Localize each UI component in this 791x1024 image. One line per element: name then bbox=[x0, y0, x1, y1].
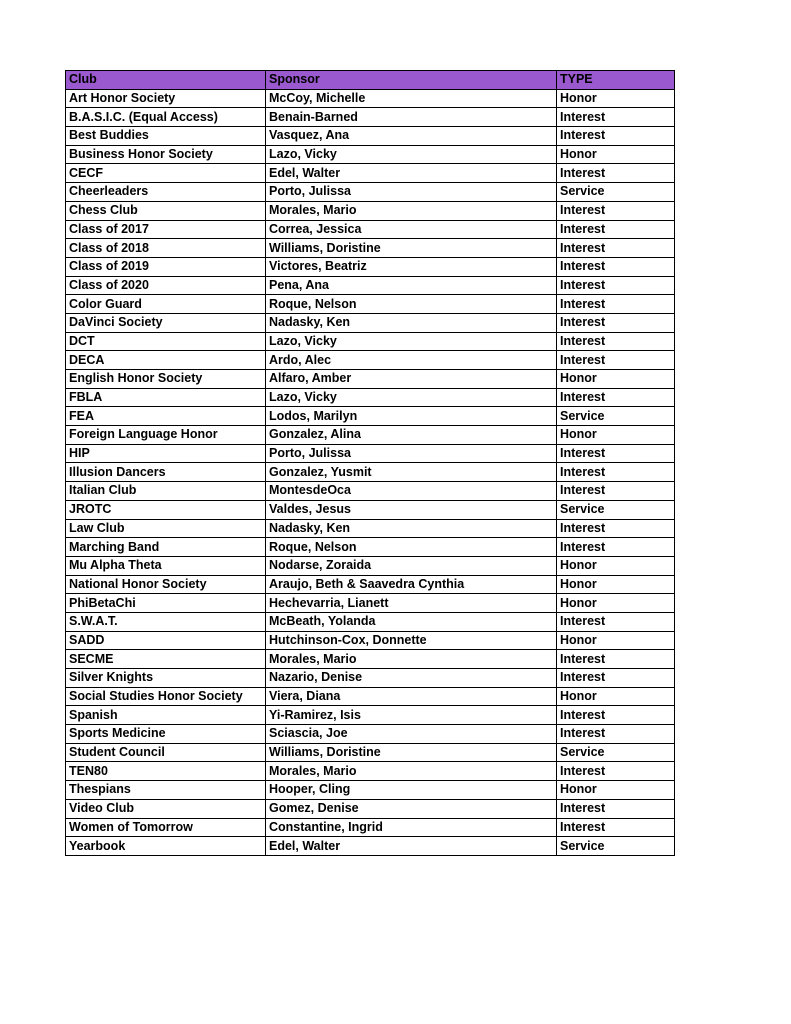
club-cell: Class of 2020 bbox=[66, 276, 266, 295]
sponsor-cell: Edel, Walter bbox=[266, 164, 557, 183]
type-cell: Interest bbox=[557, 332, 675, 351]
club-cell: Social Studies Honor Society bbox=[66, 687, 266, 706]
sponsor-cell: Morales, Mario bbox=[266, 201, 557, 220]
type-cell: Interest bbox=[557, 669, 675, 688]
type-cell: Honor bbox=[557, 594, 675, 613]
type-cell: Service bbox=[557, 183, 675, 202]
club-cell: S.W.A.T. bbox=[66, 612, 266, 631]
sponsor-cell: Williams, Doristine bbox=[266, 743, 557, 762]
sponsor-cell: Gonzalez, Alina bbox=[266, 426, 557, 445]
table-row bbox=[66, 108, 675, 127]
club-cell: Marching Band bbox=[66, 538, 266, 557]
type-cell: Honor bbox=[557, 370, 675, 389]
table-body bbox=[66, 89, 675, 855]
clubs-table bbox=[65, 70, 675, 856]
table-row bbox=[66, 313, 675, 332]
club-cell: B.A.S.I.C. (Equal Access) bbox=[66, 108, 266, 127]
table-row bbox=[66, 818, 675, 837]
type-cell: Service bbox=[557, 743, 675, 762]
table-row bbox=[66, 463, 675, 482]
header-row bbox=[66, 71, 675, 90]
club-cell: Illusion Dancers bbox=[66, 463, 266, 482]
club-cell: Thespians bbox=[66, 781, 266, 800]
sponsor-cell: Lodos, Marilyn bbox=[266, 407, 557, 426]
type-cell: Interest bbox=[557, 388, 675, 407]
table-row bbox=[66, 220, 675, 239]
type-cell: Interest bbox=[557, 706, 675, 725]
type-cell: Interest bbox=[557, 295, 675, 314]
club-cell: DaVinci Society bbox=[66, 313, 266, 332]
club-cell: Color Guard bbox=[66, 295, 266, 314]
table-row bbox=[66, 594, 675, 613]
sponsor-cell: Victores, Beatriz bbox=[266, 257, 557, 276]
club-cell: Art Honor Society bbox=[66, 89, 266, 108]
club-cell: Spanish bbox=[66, 706, 266, 725]
sponsor-cell: Benain-Barned bbox=[266, 108, 557, 127]
table-row bbox=[66, 201, 675, 220]
club-cell: Chess Club bbox=[66, 201, 266, 220]
sponsor-cell: Hechevarria, Lianett bbox=[266, 594, 557, 613]
type-cell: Honor bbox=[557, 426, 675, 445]
sponsor-cell: Hutchinson-Cox, Donnette bbox=[266, 631, 557, 650]
type-cell: Honor bbox=[557, 145, 675, 164]
table-row bbox=[66, 725, 675, 744]
table-row bbox=[66, 407, 675, 426]
sponsor-cell: Nadasky, Ken bbox=[266, 313, 557, 332]
sponsor-cell: Gonzalez, Yusmit bbox=[266, 463, 557, 482]
column-header-type: TYPE bbox=[557, 71, 675, 90]
type-cell: Interest bbox=[557, 220, 675, 239]
club-cell: Class of 2019 bbox=[66, 257, 266, 276]
sponsor-cell: Vasquez, Ana bbox=[266, 127, 557, 146]
type-cell: Honor bbox=[557, 575, 675, 594]
club-cell: PhiBetaChi bbox=[66, 594, 266, 613]
table-row bbox=[66, 239, 675, 258]
type-cell: Interest bbox=[557, 313, 675, 332]
club-cell: Business Honor Society bbox=[66, 145, 266, 164]
type-cell: Interest bbox=[557, 762, 675, 781]
table-row bbox=[66, 183, 675, 202]
clubs-sheet bbox=[65, 70, 674, 856]
sponsor-cell: Morales, Mario bbox=[266, 650, 557, 669]
type-cell: Interest bbox=[557, 799, 675, 818]
type-cell: Honor bbox=[557, 631, 675, 650]
sponsor-cell: Porto, Julissa bbox=[266, 444, 557, 463]
club-cell: Student Council bbox=[66, 743, 266, 762]
table-row bbox=[66, 370, 675, 389]
table-row bbox=[66, 295, 675, 314]
table-row bbox=[66, 351, 675, 370]
club-cell: National Honor Society bbox=[66, 575, 266, 594]
table-row bbox=[66, 388, 675, 407]
table-row bbox=[66, 426, 675, 445]
club-cell: Mu Alpha Theta bbox=[66, 556, 266, 575]
type-cell: Interest bbox=[557, 482, 675, 501]
table-row bbox=[66, 332, 675, 351]
sponsor-cell: Lazo, Vicky bbox=[266, 388, 557, 407]
sponsor-cell: Nazario, Denise bbox=[266, 669, 557, 688]
club-cell: Class of 2017 bbox=[66, 220, 266, 239]
type-cell: Interest bbox=[557, 538, 675, 557]
club-cell: Law Club bbox=[66, 519, 266, 538]
type-cell: Interest bbox=[557, 444, 675, 463]
type-cell: Interest bbox=[557, 164, 675, 183]
club-cell: English Honor Society bbox=[66, 370, 266, 389]
sponsor-cell: Nadasky, Ken bbox=[266, 519, 557, 538]
type-cell: Interest bbox=[557, 276, 675, 295]
club-cell: Foreign Language Honor bbox=[66, 426, 266, 445]
type-cell: Interest bbox=[557, 108, 675, 127]
club-cell: SECME bbox=[66, 650, 266, 669]
table-row bbox=[66, 669, 675, 688]
type-cell: Honor bbox=[557, 687, 675, 706]
table-row bbox=[66, 519, 675, 538]
type-cell: Interest bbox=[557, 650, 675, 669]
type-cell: Honor bbox=[557, 781, 675, 800]
sponsor-cell: Porto, Julissa bbox=[266, 183, 557, 202]
table-row bbox=[66, 650, 675, 669]
sponsor-cell: Williams, Doristine bbox=[266, 239, 557, 258]
table-row bbox=[66, 575, 675, 594]
club-cell: DECA bbox=[66, 351, 266, 370]
sponsor-cell: Correa, Jessica bbox=[266, 220, 557, 239]
club-cell: HIP bbox=[66, 444, 266, 463]
sponsor-cell: Constantine, Ingrid bbox=[266, 818, 557, 837]
club-cell: FBLA bbox=[66, 388, 266, 407]
sponsor-cell: Araujo, Beth & Saavedra Cynthia bbox=[266, 575, 557, 594]
table-row bbox=[66, 164, 675, 183]
type-cell: Service bbox=[557, 500, 675, 519]
table-row bbox=[66, 482, 675, 501]
type-cell: Interest bbox=[557, 463, 675, 482]
club-cell: SADD bbox=[66, 631, 266, 650]
type-cell: Service bbox=[557, 407, 675, 426]
type-cell: Interest bbox=[557, 201, 675, 220]
sponsor-cell: Morales, Mario bbox=[266, 762, 557, 781]
club-cell: Cheerleaders bbox=[66, 183, 266, 202]
type-cell: Interest bbox=[557, 818, 675, 837]
type-cell: Interest bbox=[557, 127, 675, 146]
table-row bbox=[66, 837, 675, 856]
club-cell: JROTC bbox=[66, 500, 266, 519]
table-row bbox=[66, 631, 675, 650]
sponsor-cell: Roque, Nelson bbox=[266, 295, 557, 314]
club-cell: CECF bbox=[66, 164, 266, 183]
table-row bbox=[66, 145, 675, 164]
type-cell: Interest bbox=[557, 257, 675, 276]
sponsor-cell: Hooper, Cling bbox=[266, 781, 557, 800]
club-cell: Best Buddies bbox=[66, 127, 266, 146]
table-row bbox=[66, 799, 675, 818]
table-row bbox=[66, 276, 675, 295]
table-row bbox=[66, 612, 675, 631]
type-cell: Interest bbox=[557, 725, 675, 744]
table-row bbox=[66, 706, 675, 725]
club-cell: Video Club bbox=[66, 799, 266, 818]
column-header-club: Club bbox=[66, 71, 266, 90]
sponsor-cell: Nodarse, Zoraida bbox=[266, 556, 557, 575]
table-row bbox=[66, 781, 675, 800]
table-row bbox=[66, 687, 675, 706]
sponsor-cell: McCoy, Michelle bbox=[266, 89, 557, 108]
club-cell: Silver Knights bbox=[66, 669, 266, 688]
sponsor-cell: Pena, Ana bbox=[266, 276, 557, 295]
table-row bbox=[66, 89, 675, 108]
sponsor-cell: Valdes, Jesus bbox=[266, 500, 557, 519]
type-cell: Honor bbox=[557, 556, 675, 575]
type-cell: Interest bbox=[557, 612, 675, 631]
table-row bbox=[66, 556, 675, 575]
table-row bbox=[66, 500, 675, 519]
table-row bbox=[66, 762, 675, 781]
sponsor-cell: Alfaro, Amber bbox=[266, 370, 557, 389]
type-cell: Interest bbox=[557, 351, 675, 370]
sponsor-cell: Roque, Nelson bbox=[266, 538, 557, 557]
table-row bbox=[66, 743, 675, 762]
sponsor-cell: Ardo, Alec bbox=[266, 351, 557, 370]
club-cell: Class of 2018 bbox=[66, 239, 266, 258]
club-cell: TEN80 bbox=[66, 762, 266, 781]
type-cell: Interest bbox=[557, 519, 675, 538]
sponsor-cell: MontesdeOca bbox=[266, 482, 557, 501]
club-cell: DCT bbox=[66, 332, 266, 351]
sponsor-cell: Lazo, Vicky bbox=[266, 145, 557, 164]
sponsor-cell: Lazo, Vicky bbox=[266, 332, 557, 351]
club-cell: Italian Club bbox=[66, 482, 266, 501]
type-cell: Service bbox=[557, 837, 675, 856]
type-cell: Honor bbox=[557, 89, 675, 108]
sponsor-cell: Sciascia, Joe bbox=[266, 725, 557, 744]
sponsor-cell: McBeath, Yolanda bbox=[266, 612, 557, 631]
sponsor-cell: Yi-Ramirez, Isis bbox=[266, 706, 557, 725]
club-cell: Sports Medicine bbox=[66, 725, 266, 744]
sponsor-cell: Edel, Walter bbox=[266, 837, 557, 856]
sponsor-cell: Viera, Diana bbox=[266, 687, 557, 706]
club-cell: FEA bbox=[66, 407, 266, 426]
table-row bbox=[66, 444, 675, 463]
table-row bbox=[66, 127, 675, 146]
column-header-sponsor: Sponsor bbox=[266, 71, 557, 90]
sponsor-cell: Gomez, Denise bbox=[266, 799, 557, 818]
table-row bbox=[66, 257, 675, 276]
type-cell: Interest bbox=[557, 239, 675, 258]
table-row bbox=[66, 538, 675, 557]
club-cell: Women of Tomorrow bbox=[66, 818, 266, 837]
club-cell: Yearbook bbox=[66, 837, 266, 856]
